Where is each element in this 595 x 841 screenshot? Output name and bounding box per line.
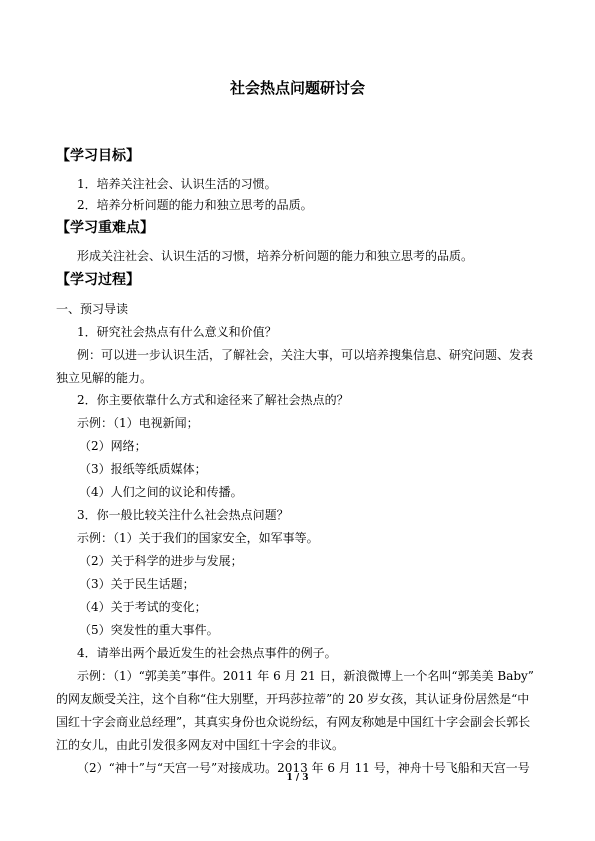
process-line: 国红十字会商业总经理”，其真实身份也众说纷纭，有网友称她是中国红十字会副会长郭长 [56,715,531,729]
process-line: 2．你主要依靠什么方式和途径来了解社会热点的？ [77,393,349,407]
process-line: （4）关于考试的变化； [79,600,207,614]
process-line: 1．研究社会热点有什么意义和价值？ [77,325,277,339]
goal-item-2: 2．培养分析问题的能力和独立思考的品质。 [77,198,313,212]
page-number: 1 / 3 [286,773,309,783]
section-heading-process: 【学习过程】 [56,272,140,288]
key-points-text: 形成关注社会、认识生活的习惯，培养分析问题的能力和独立思考的品质。 [77,249,474,263]
process-line: 4．请举出两个最近发生的社会热点事件的例子。 [77,646,337,660]
process-line: （2）网络； [79,439,147,453]
process-line: 独立见解的能力。 [56,371,153,385]
process-line: 一、预习导读 [56,302,129,316]
process-line: 示例：（1）关于我们的国家安全，如军事等。 [77,531,319,545]
process-line: （3）关于民生话题； [79,577,195,591]
process-line: 3．你一般比较关注什么社会热点问题？ [77,508,289,522]
process-line: （5）突发性的重大事件。 [79,623,219,637]
process-line: （2）关于科学的进步与发展； [79,554,243,568]
process-line: 示例：（1）电视新闻； [77,416,199,430]
process-line: 例：可以进一步认识生活，了解社会，关注大事，可以培养搜集信息、研究问题、发表 [77,348,534,362]
process-line: 的网友颇受关注，这个自称“住大别墅，开玛莎拉蒂”的 20 岁女孩，其认证身份居然是“中 [56,692,530,706]
section-heading-key-points: 【学习重难点】 [56,220,154,236]
process-line: 示例：（1）“郭美美”事件。2011 年 6 月 21 日，新浪微博上一个名叫“郭美美 Baby” [77,669,534,683]
process-line: （2）“神十”与“天宫一号”对接成功。2013 年 6 月 11 号，神舟十号飞船和天宫一号 [77,761,530,775]
goal-item-1: 1．培养关注社会、认识生活的习惯。 [77,177,277,191]
process-line: （4）人们之间的议论和传播。 [79,485,243,499]
document-title: 社会热点问题研讨会 [229,79,365,97]
process-line: 江的女儿，由此引发很多网友对中国红十字会的非议。 [56,738,345,752]
section-heading-goals: 【学习目标】 [56,148,140,164]
process-line: （3）报纸等纸质媒体； [79,462,207,476]
